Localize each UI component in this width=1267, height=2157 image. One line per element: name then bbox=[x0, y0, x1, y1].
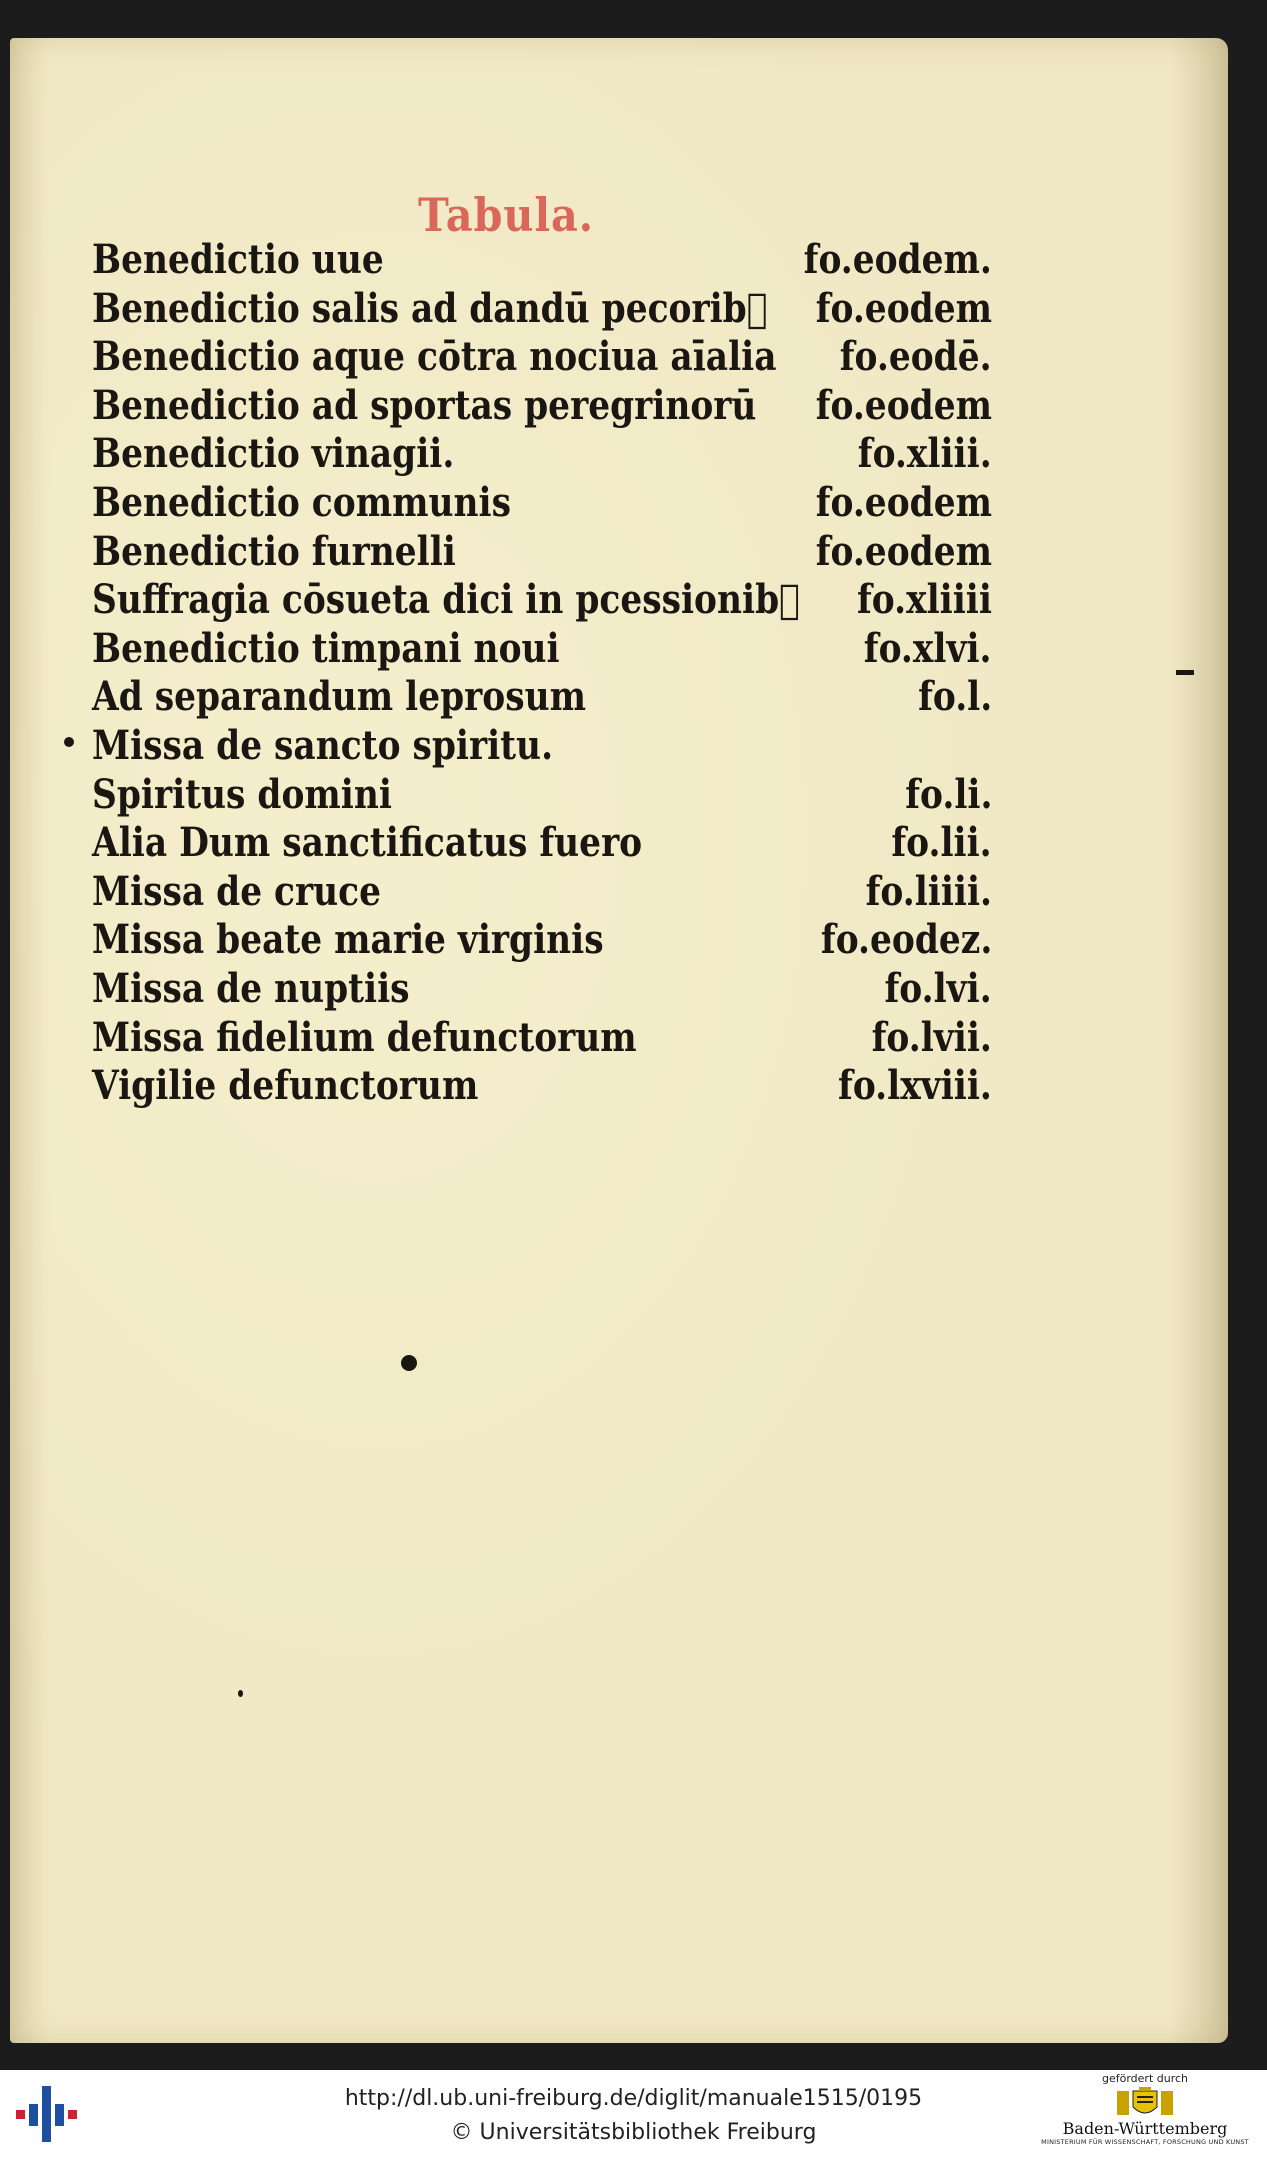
toc-folio: fo.lxviii. bbox=[838, 1062, 992, 1110]
toc-row bbox=[92, 333, 992, 381]
toc-row bbox=[92, 382, 992, 430]
toc-folio: fo.eodem bbox=[815, 479, 992, 526]
book-page bbox=[10, 38, 1228, 2043]
ink-blot bbox=[401, 1355, 417, 1371]
toc-row bbox=[92, 722, 992, 770]
toc-row bbox=[92, 771, 992, 819]
margin-dot bbox=[64, 737, 74, 747]
toc-folio: fo.xlvi. bbox=[864, 624, 992, 672]
toc-folio: fo.l. bbox=[917, 673, 992, 721]
toc-entry-title: Alia Dum sanctificatus fuero bbox=[92, 819, 643, 867]
toc-row bbox=[92, 625, 992, 673]
toc-entry-title: Spiritus domini bbox=[92, 770, 392, 818]
state-name: Baden-Württemberg bbox=[1062, 2119, 1228, 2138]
toc-folio: fo.lii. bbox=[891, 819, 992, 867]
toc-entry-title: Benedictio uue bbox=[92, 236, 384, 283]
document-url-link[interactable]: http://dl.ub.uni-freiburg.de/diglit/manuale1515/0195 bbox=[344, 2086, 923, 2111]
toc-folio: fo.li. bbox=[904, 770, 992, 818]
toc-folio: fo.eodez. bbox=[820, 916, 992, 964]
toc-entry-title: Missa de sancto spiritu. bbox=[92, 722, 554, 769]
toc-entry-title: Missa de cruce bbox=[92, 867, 381, 915]
toc-entry-title: Benedictio communis bbox=[92, 479, 511, 526]
margin-mark bbox=[1176, 670, 1194, 675]
funder-block bbox=[1030, 2072, 1260, 2156]
toc-entry-title: Missa beate marie virginis bbox=[92, 916, 604, 964]
toc-entry-title: Vigilie defunctorum bbox=[92, 1062, 479, 1110]
page-title: Tabula. bbox=[418, 188, 594, 242]
footer bbox=[0, 2070, 1267, 2157]
toc-row bbox=[92, 965, 992, 1013]
toc-entry-title: Benedictio vinagii. bbox=[92, 430, 455, 478]
toc-row bbox=[92, 285, 992, 333]
toc-folio: fo.eodem bbox=[815, 527, 992, 575]
toc-row bbox=[92, 819, 992, 867]
toc-folio: fo.eodem bbox=[815, 284, 992, 332]
toc-entry-title: Benedictio furnelli bbox=[92, 527, 456, 575]
toc-row bbox=[92, 1014, 992, 1062]
toc-entry-title: Ad separandum leprosum bbox=[92, 673, 587, 721]
ministry-name: MINISTERIUM FÜR WISSENSCHAFT, FORSCHUNG UND KUNST bbox=[1041, 2138, 1249, 2146]
toc-folio: fo.lvi. bbox=[884, 965, 992, 1012]
toc-row bbox=[92, 1062, 992, 1110]
toc-folio: fo.eodē. bbox=[840, 333, 992, 381]
toc-folio: fo.liiii. bbox=[865, 867, 992, 915]
toc-row bbox=[92, 479, 992, 527]
toc-row bbox=[92, 528, 992, 576]
toc-folio: fo.xliiii bbox=[857, 576, 992, 624]
toc-row bbox=[92, 576, 992, 624]
copyright-notice: © Universitätsbibliothek Freiburg bbox=[450, 2120, 817, 2145]
toc-row bbox=[92, 236, 992, 284]
toc-entry-title: Benedictio ad sportas peregrinorū bbox=[92, 381, 757, 429]
toc-entry-title: Benedictio salis ad dandū pecorib᷒ bbox=[92, 284, 768, 332]
toc-row bbox=[92, 916, 992, 964]
toc-folio: fo.eodem. bbox=[803, 236, 992, 283]
toc-entry-title: Benedictio timpani noui bbox=[92, 624, 560, 672]
toc-folio: fo.eodem bbox=[815, 381, 992, 429]
toc-entry-title: Missa de nuptiis bbox=[92, 965, 410, 1012]
toc-entry-title: Benedictio aque cōtra nociua aīalia bbox=[92, 333, 777, 381]
toc-entry-title: Missa fidelium defunctorum bbox=[92, 1013, 637, 1061]
toc-entry-title: Suffragia cōsueta dici in pcessionib᷒ bbox=[92, 576, 800, 624]
ink-speck bbox=[238, 1690, 243, 1697]
toc-row bbox=[92, 868, 992, 916]
funded-by-label: gefördert durch bbox=[1101, 2072, 1189, 2085]
coat-of-arms-icon bbox=[1115, 2087, 1175, 2119]
toc-folio: fo.lvii. bbox=[871, 1013, 992, 1061]
toc-folio: fo.xliii. bbox=[858, 430, 992, 478]
toc-row bbox=[92, 673, 992, 721]
toc-row bbox=[92, 430, 992, 478]
